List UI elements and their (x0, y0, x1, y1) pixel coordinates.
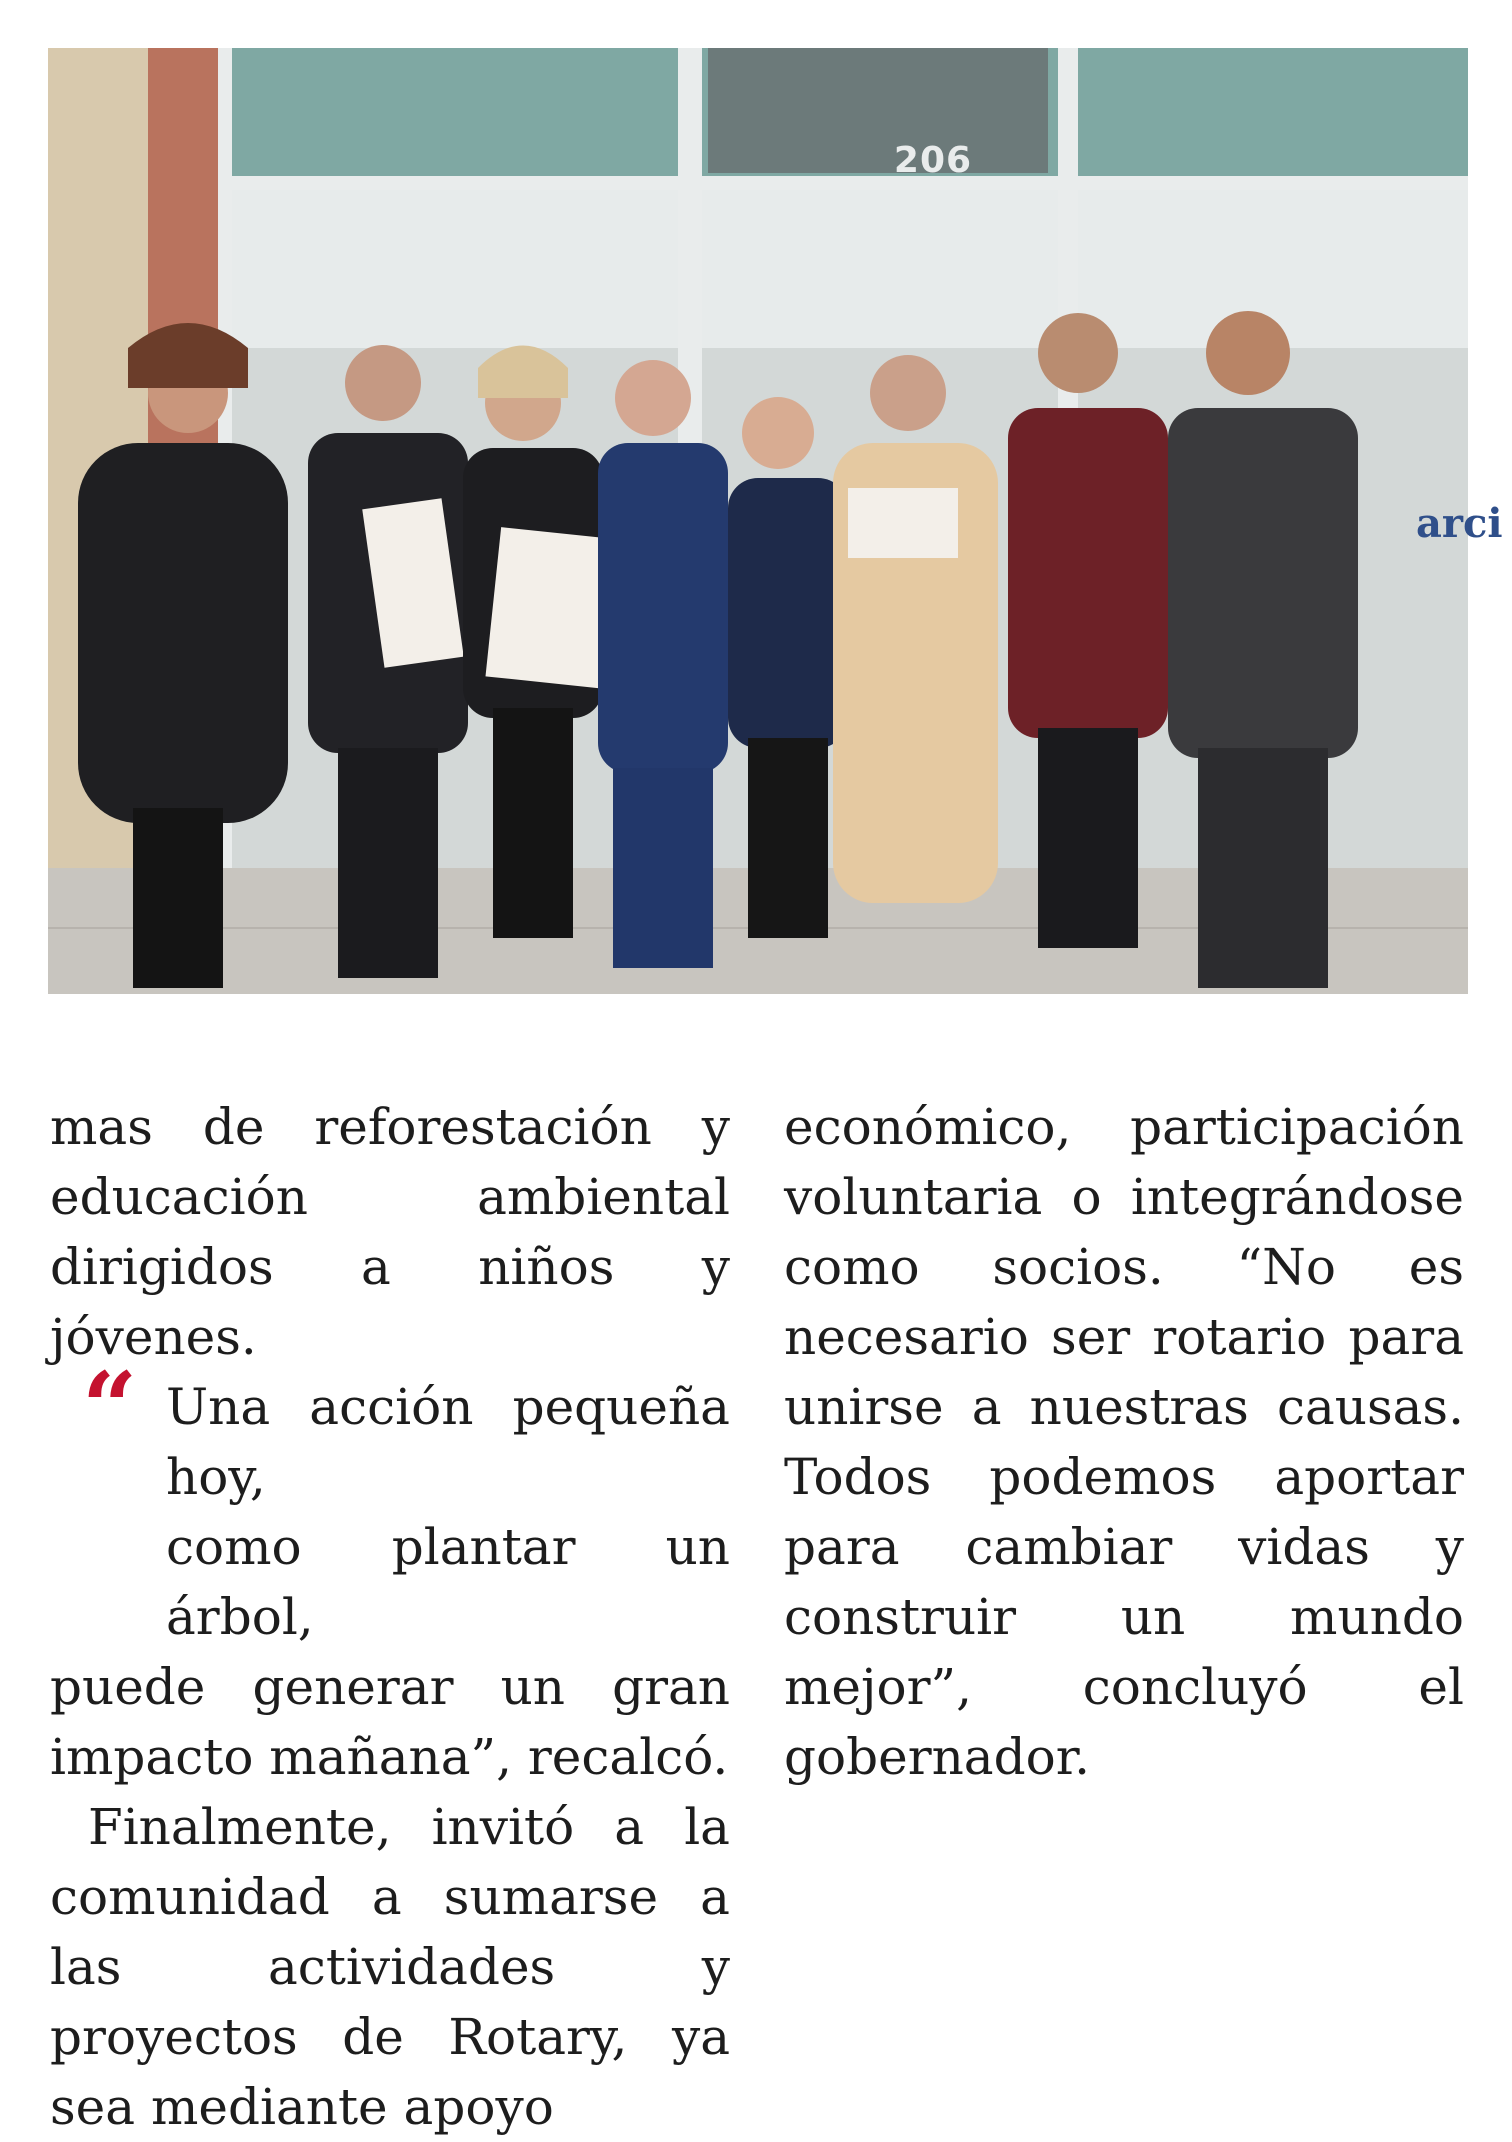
photo-illustration (48, 48, 1468, 994)
article-left-column (50, 1092, 730, 2142)
article-right-column (784, 1092, 1464, 1792)
quote-continuation: puede generar un gran impacto mañana”, recalcó. (50, 1658, 730, 1786)
quote-line-1: Una acción pequeña hoy, (166, 1378, 730, 1506)
storefront-sign-text: arci (1416, 500, 1503, 547)
paragraph-invitation: Finalmente, invitó a la comunidad a sumarse a las actividades y proyectos de Rotary, ya sea mediante apoyo (50, 1798, 730, 2136)
article-photo (48, 48, 1503, 994)
paragraph-reforestation: mas de reforestación y educación ambiental dirigidos a niños y jóvenes. (50, 1098, 730, 1366)
quote-line-2: como plantar un árbol, (166, 1518, 730, 1646)
quote-mark-icon: “ (82, 1351, 138, 1464)
room-number-sign: 206 (893, 140, 973, 181)
paragraph-conclusion: económico, participación voluntaria o integrándose como socios. “No es necesario ser rotario para unirse a nuestras causas. Todos podemos aportar para cambiar vidas y construir un mundo mejor”, concluyó el gobernador. (784, 1098, 1464, 1786)
pull-quote (50, 1351, 730, 1792)
